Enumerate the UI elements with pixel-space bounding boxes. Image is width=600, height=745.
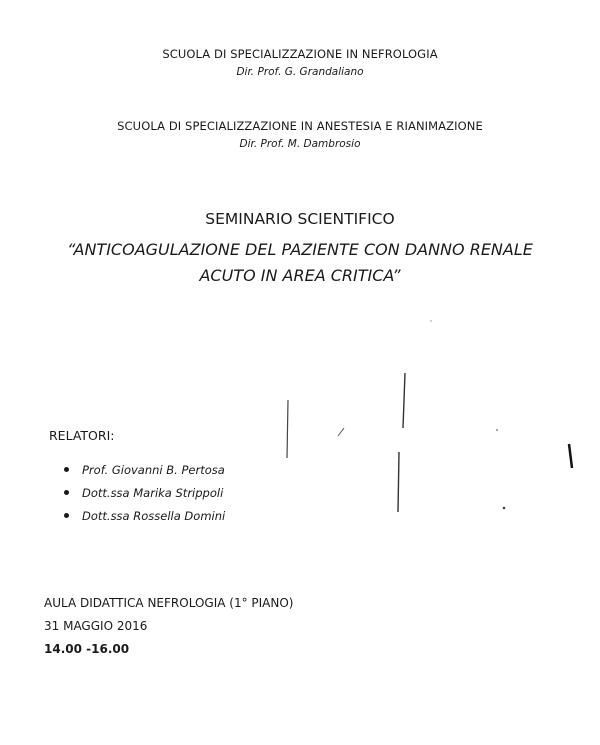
seminar-title-line2: ACUTO IN AREA CRITICA” xyxy=(199,266,401,285)
director-anesthesia: Dir. Prof. M. Dambrosio xyxy=(239,138,361,150)
event-date: 31 MAGGIO 2016 xyxy=(44,619,148,633)
speaker-name: Prof. Giovanni B. Pertosa xyxy=(82,463,225,477)
event-details xyxy=(44,594,293,663)
seminar-heading: SEMINARIO SCIENTIFICO xyxy=(205,210,395,228)
school-anesthesia: SCUOLA DI SPECIALIZZAZIONE IN ANESTESIA E RIANIMAZIONE xyxy=(117,119,483,133)
seminar-title-line1: “ANTICOAGULAZIONE DEL PAZIENTE CON DANNO RENALE xyxy=(67,240,533,259)
scan-mark xyxy=(403,373,405,428)
scan-dot xyxy=(430,320,431,321)
scan-mark xyxy=(338,428,344,436)
bullet-icon xyxy=(64,513,69,518)
scan-mark xyxy=(569,444,572,468)
speaker-name: Dott.ssa Marika Strippoli xyxy=(82,486,224,500)
speaker-item xyxy=(64,462,225,485)
bullet-icon xyxy=(64,490,69,495)
school-nephrology: SCUOLA DI SPECIALIZZAZIONE IN NEFROLOGIA xyxy=(162,47,438,61)
event-time: 14.00 -16.00 xyxy=(44,642,130,656)
event-location: AULA DIDATTICA NEFROLOGIA (1° PIANO) xyxy=(44,596,294,610)
speakers-label: RELATORI: xyxy=(49,428,115,443)
scan-mark xyxy=(398,452,399,512)
speaker-item xyxy=(64,485,225,508)
speakers-list xyxy=(64,462,225,531)
speaker-name: Dott.ssa Rossella Domini xyxy=(82,509,226,523)
scan-dot xyxy=(496,429,498,431)
bullet-icon xyxy=(64,467,69,472)
scan-mark xyxy=(287,400,288,458)
director-nephrology: Dir. Prof. G. Grandaliano xyxy=(236,66,364,78)
speaker-item xyxy=(64,508,225,531)
scan-dot xyxy=(503,507,506,510)
